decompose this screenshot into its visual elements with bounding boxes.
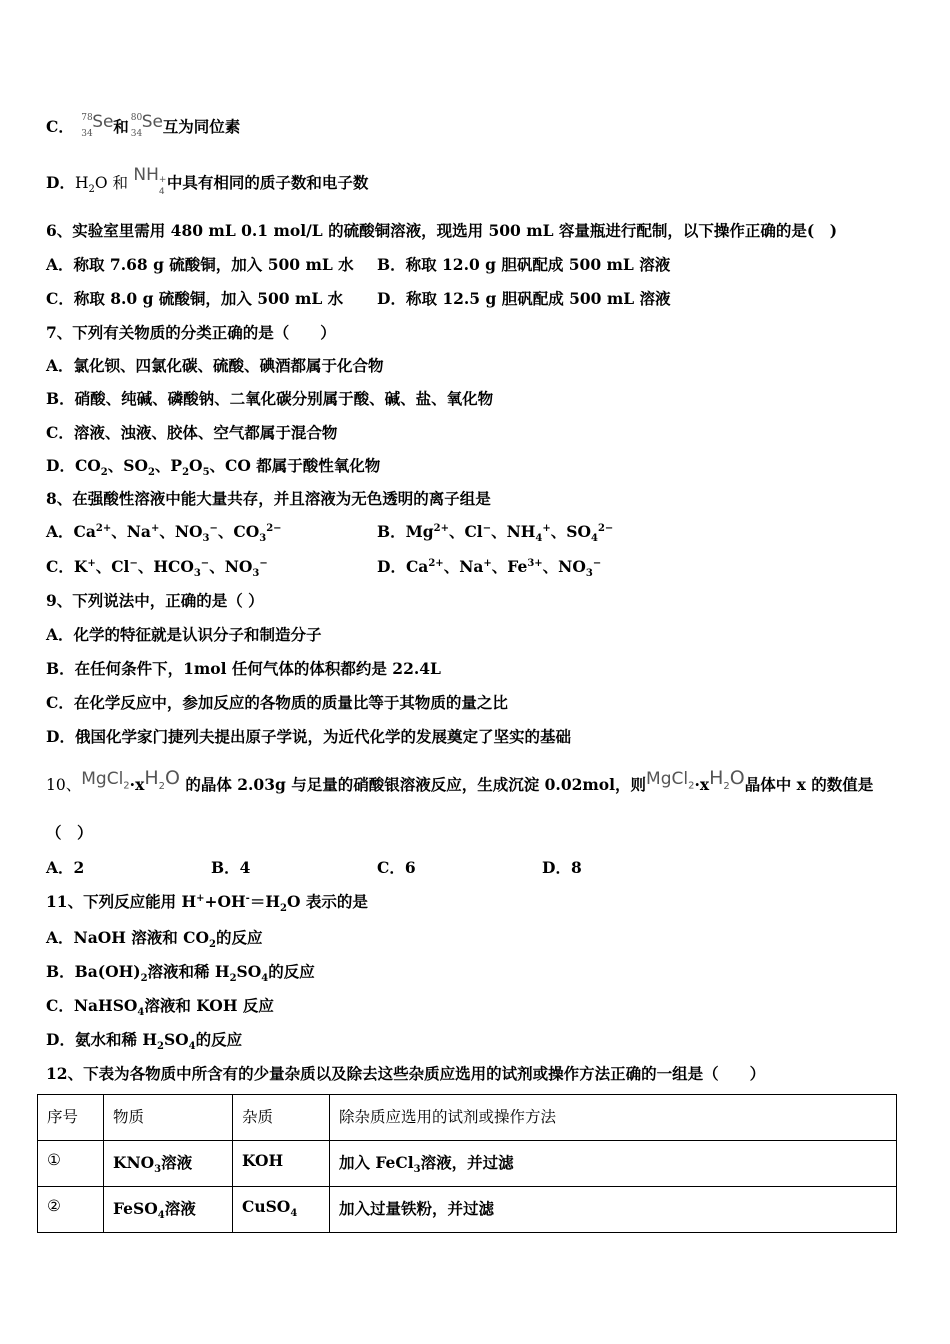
row-substance: FeSO$_4$溶液 [104, 1187, 233, 1233]
nuclide-se78: 78 34 Se [81, 112, 114, 139]
q11-option-b: B．$Ba(OH)_2$溶液和稀 $H_2SO_4$的反应 [46, 962, 315, 985]
header-no: 序号 [38, 1095, 104, 1141]
q11-option-a: A．NaOH 溶液和 $CO_2$的反应 [46, 928, 263, 951]
q7-option-b: B．硝酸、纯碱、磷酸钠、二氧化碳分别属于酸、碱、盐、氧化物 [46, 389, 494, 408]
q11-option-c: C．NaHSO$_4$溶液和 KOH 反应 [46, 996, 274, 1019]
q10-option-d: D．8 [542, 858, 582, 877]
mgcl2-formula-2: MgCl$_2$ [646, 769, 695, 792]
table-row [38, 1141, 897, 1187]
q7-option-d: D．$CO_2$、$SO_2$、$P_2O_5$、CO 都属于酸性氧化物 [46, 456, 381, 479]
q10-option-c: C．6 [377, 858, 416, 877]
q10-paren: （ ） [46, 823, 93, 842]
water-formula-1: $H_2O$ [144, 767, 180, 792]
q7-option-a: A．氯化钡、四氯化碳、硫酸、碘酒都属于化合物 [46, 356, 384, 375]
q8-option-b: B．$Mg^{2+}$、Cl−、$NH_4^+$、$SO_4^{2-}$ [377, 522, 614, 545]
q9-stem: 9、下列说法中，正确的是（ ） [46, 591, 264, 610]
q6-stem: 6、实验室里需用 480 mL 0.1 mol/L 的硫酸铜溶液，现选用 500 mL 容量瓶进行配制，以下操作正确的是( ) [46, 221, 838, 240]
header-impurity: 杂质 [233, 1095, 330, 1141]
q10-stem: 10、$MgCl_2\cdot xH_2O$ 的晶体 2.03g 与足量的硝酸银溶液反应，生成沉淀 0.02mol，则$MgCl_2\cdot xH_2O$晶体中 x 的数值是 [46, 767, 874, 794]
row-substance: $KNO_3$溶液 [104, 1141, 233, 1187]
water-formula-2: $H_2O$ [709, 767, 745, 792]
header-substance: 物质 [104, 1095, 233, 1141]
q10-option-a: A．2 [46, 858, 85, 877]
q9-option-b: B．在任何条件下，1mol 任何气体的体积都约是 22.4L [46, 659, 441, 678]
header-method: 除杂质应选用的试剂或操作方法 [330, 1095, 897, 1141]
q8-stem: 8、在强酸性溶液中能大量共存，并且溶液为无色透明的离子组是 [46, 489, 491, 508]
q12-stem: 12、下表为各物质中所含有的少量杂质以及除去这些杂质应选用的试剂或操作方法正确的一组是（ ） [46, 1064, 766, 1083]
q8-option-c: C．K+、Cl−、$HCO_3^-$、$NO_3^-$ [46, 557, 268, 580]
q9-option-a: A．化学的特征就是认识分子和制造分子 [46, 625, 322, 644]
mgcl2-formula-1: MgCl$_2$ [81, 769, 130, 792]
row-no: ① [38, 1141, 104, 1187]
q11-option-d: D．氨水和稀 $H_2SO_4$的反应 [46, 1030, 243, 1053]
q9-option-c: C．在化学反应中，参加反应的各物质的质量比等于其物质的量之比 [46, 693, 508, 712]
q8-option-d: D．$Ca^{2+}$、Na+、$Fe^{3+}$、$NO_3^-$ [377, 557, 602, 580]
row-impurity: CuSO$_4$ [233, 1187, 330, 1233]
table-row [38, 1187, 897, 1233]
q6-option-d: D．称取 12.5 g 胆矾配成 500 mL 溶液 [377, 289, 671, 308]
row-impurity: KOH [233, 1141, 330, 1187]
nuclide-se80: 80 34 Se [130, 112, 164, 139]
q11-stem: 11、下列反应能用 $H^++OH^-=H_2O$ 表示的是 [46, 892, 368, 915]
q9-option-d: D．俄国化学家门捷列夫提出原子学说，为近代化学的发展奠定了坚实的基础 [46, 727, 571, 746]
q8-option-a: A．$Ca^{2+}$、Na+、$NO_3^-$、$CO_3^{2-}$ [46, 522, 282, 545]
table-header-row [38, 1095, 897, 1141]
q6-option-b: B．称取 12.0 g 胆矾配成 500 mL 溶液 [377, 255, 671, 274]
q7-stem: 7、下列有关物质的分类正确的是（ ） [46, 323, 336, 342]
q5-option-d: D．$H_2O$ 和 NH + 4 中具有相同的质子数和电子数 [46, 165, 369, 197]
impurity-table [37, 1094, 897, 1233]
q7-option-c: C．溶液、浊液、胶体、空气都属于混合物 [46, 423, 338, 442]
q10-option-b: B．4 [211, 858, 251, 877]
q6-option-a: A．称取 7.68 g 硫酸铜，加入 500 mL 水 [46, 255, 354, 274]
q6-option-c: C．称取 8.0 g 硫酸铜，加入 500 mL 水 [46, 289, 344, 308]
q5-option-c: C． 78 34 Se 和 80 34 Se 互为同位素 [46, 112, 241, 139]
row-no: ② [38, 1187, 104, 1233]
row-method: 加入 FeCl$_3$溶液，并过滤 [330, 1141, 897, 1187]
ammonium-formula: NH + 4 [133, 165, 167, 197]
row-method: 加入过量铁粉，并过滤 [330, 1187, 897, 1233]
